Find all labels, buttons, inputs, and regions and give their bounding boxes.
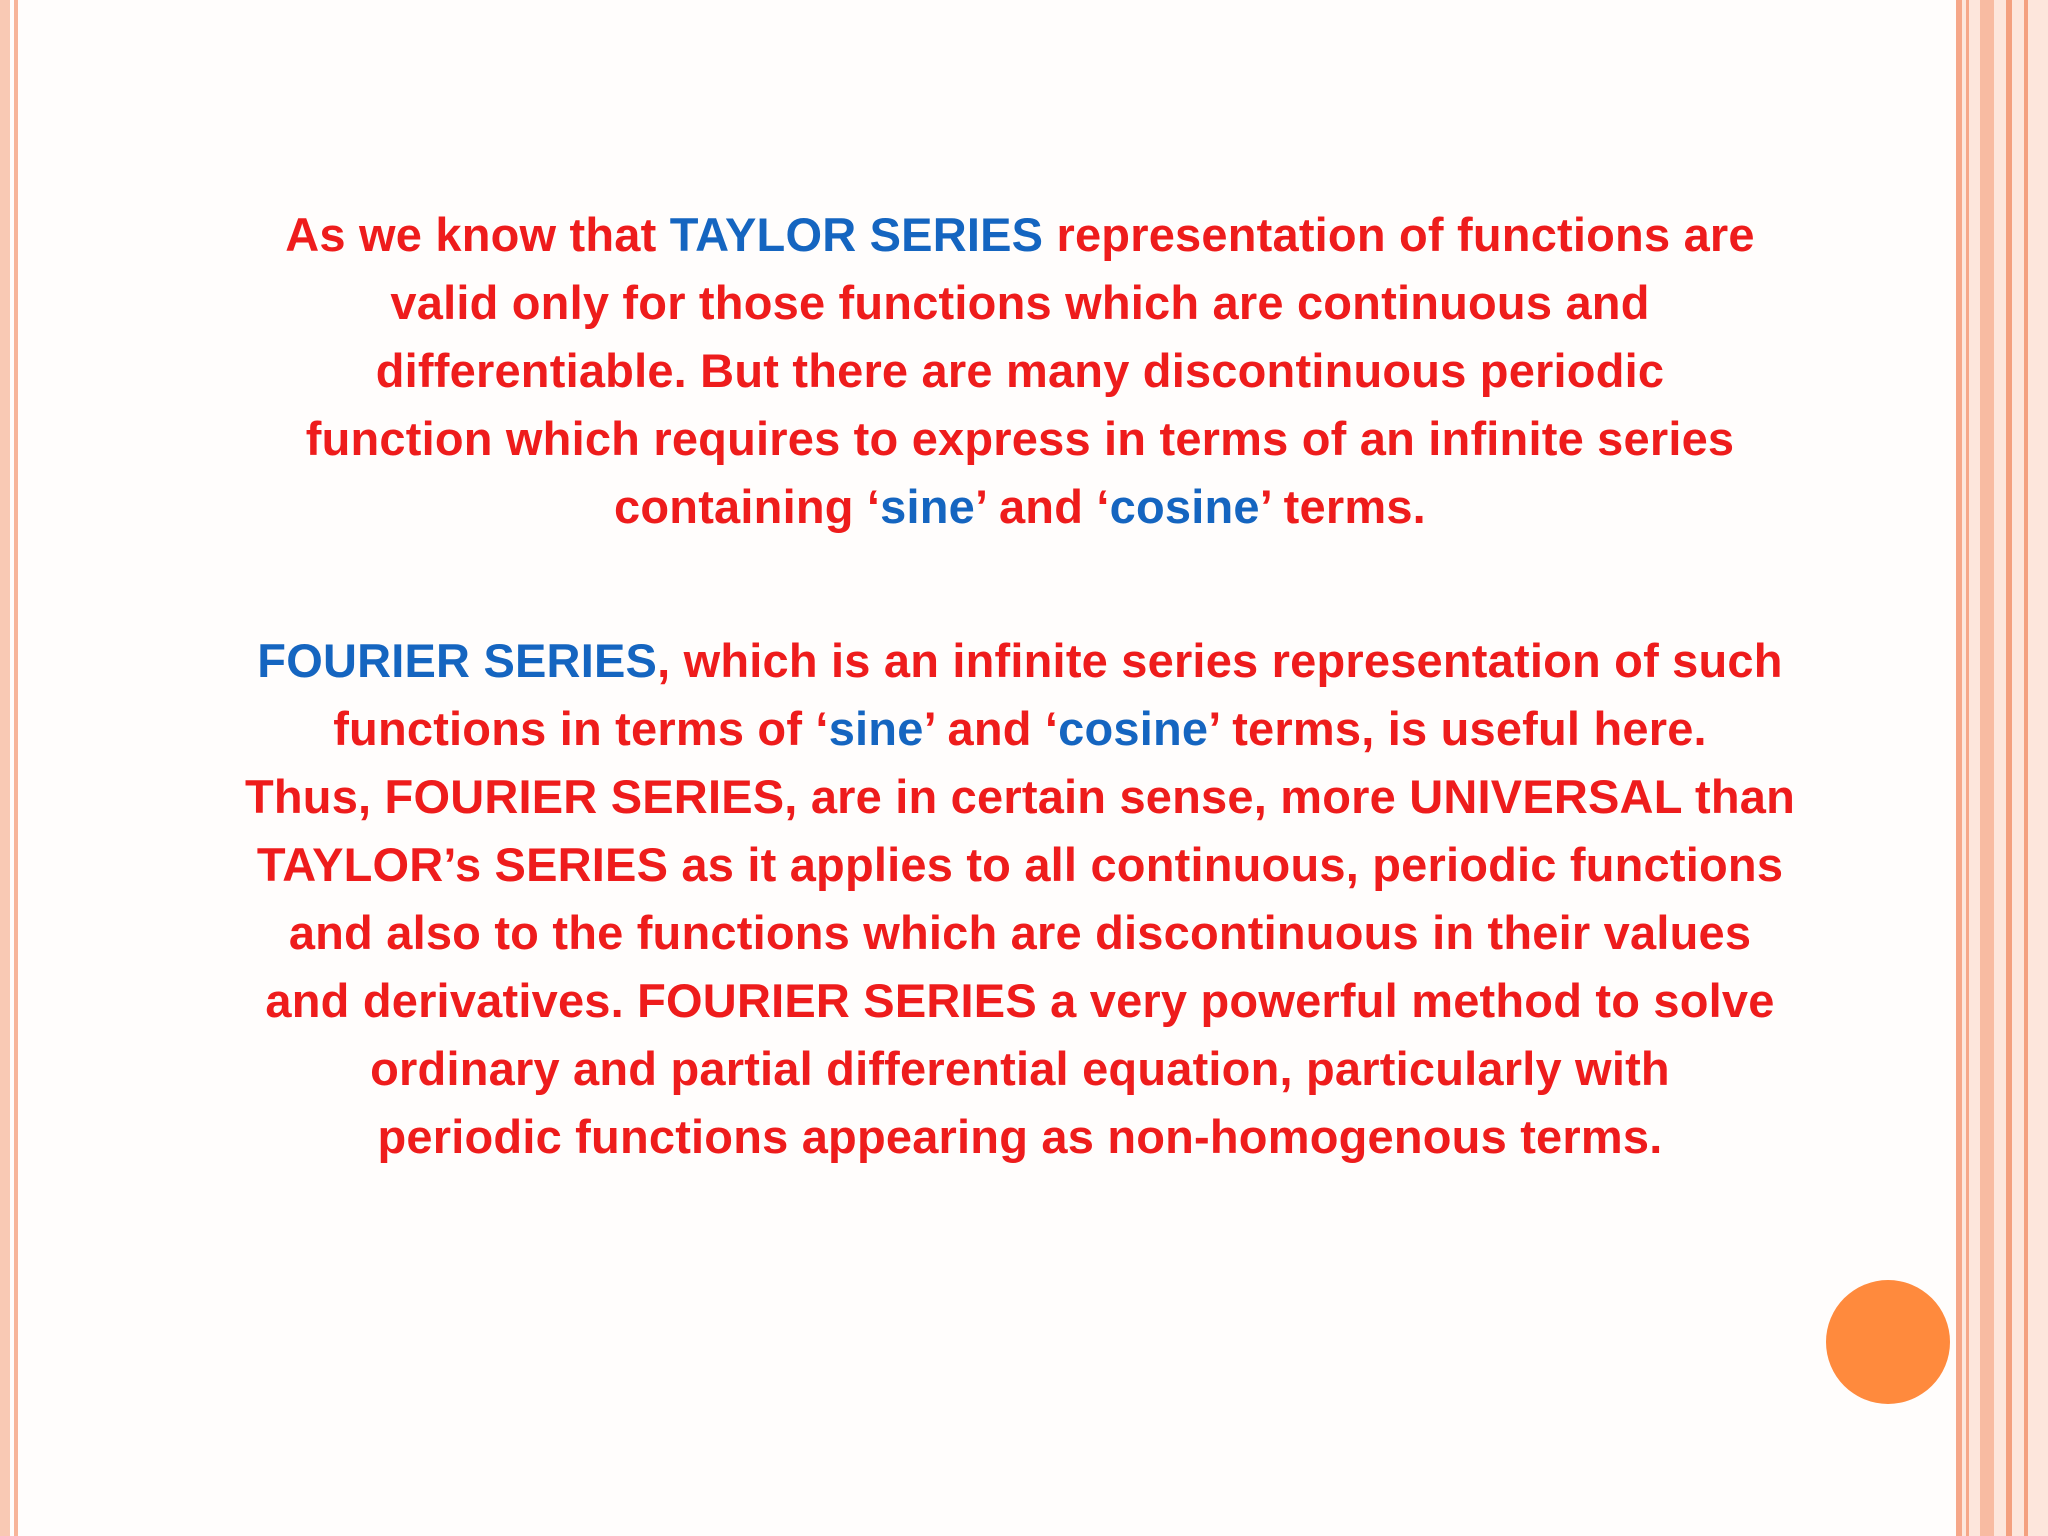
paragraph-line: TAYLOR’s SERIES as it applies to all continuous, periodic functions: [256, 838, 1784, 891]
right-border-stripe: [1966, 0, 1969, 1536]
highlight-term: FOURIER SERIES: [257, 634, 658, 687]
right-border-stripe: [1980, 0, 1994, 1536]
highlight-term: TAYLOR SERIES: [669, 208, 1044, 261]
orange-circle-decoration: [1826, 1280, 1950, 1404]
paragraph-line: Thus, FOURIER SERIES, are in certain sense, more UNIVERSAL than: [244, 770, 1796, 823]
text-run: ’ and ‘: [975, 480, 1110, 533]
right-border-band: [1956, 0, 2048, 1536]
highlight-term: sine: [880, 480, 976, 533]
right-border-stripe: [2006, 0, 2012, 1536]
right-border-stripe: [1956, 0, 1962, 1536]
paragraph-line: periodic functions appearing as non-homogenous terms.: [377, 1110, 1663, 1163]
paragraph-line: [130, 201, 1910, 269]
paragraph-line: valid only for those functions which are continuous and: [390, 276, 1650, 329]
paragraph-line: ordinary and partial differential equation, particularly with: [370, 1042, 1670, 1095]
left-border-stripe: [0, 0, 10, 1536]
text-run: containing ‘: [614, 480, 881, 533]
right-border-stripe: [2024, 0, 2028, 1536]
paragraph-line: [130, 473, 1910, 541]
paragraph-fourier-series: [130, 627, 1910, 1171]
text-run: ’ terms, is useful here.: [1208, 702, 1707, 755]
paragraph-line: differentiable. But there are many discontinuous periodic: [375, 344, 1665, 397]
text-run: ’ terms.: [1259, 480, 1426, 533]
highlight-term: cosine: [1109, 480, 1260, 533]
text-run: As we know that: [285, 208, 670, 261]
text-run: ’ and ‘: [923, 702, 1059, 755]
highlight-term: cosine: [1058, 702, 1209, 755]
highlight-term: sine: [828, 702, 924, 755]
paragraph-line: [130, 695, 1910, 763]
paragraph-line: and also to the functions which are discontinuous in their values: [288, 906, 1752, 959]
paragraph-line: [130, 627, 1910, 695]
paragraph-line: and derivatives. FOURIER SERIES a very powerful method to solve: [265, 974, 1775, 1027]
text-run: representation of functions are: [1043, 208, 1755, 261]
paragraph-taylor-series: [130, 201, 1910, 541]
text-run: , which is an infinite series representation of such: [657, 634, 1783, 687]
text-run: functions in terms of ‘: [333, 702, 829, 755]
paragraph-line: function which requires to express in terms of an infinite series: [305, 412, 1735, 465]
left-border-stripe: [14, 0, 18, 1536]
